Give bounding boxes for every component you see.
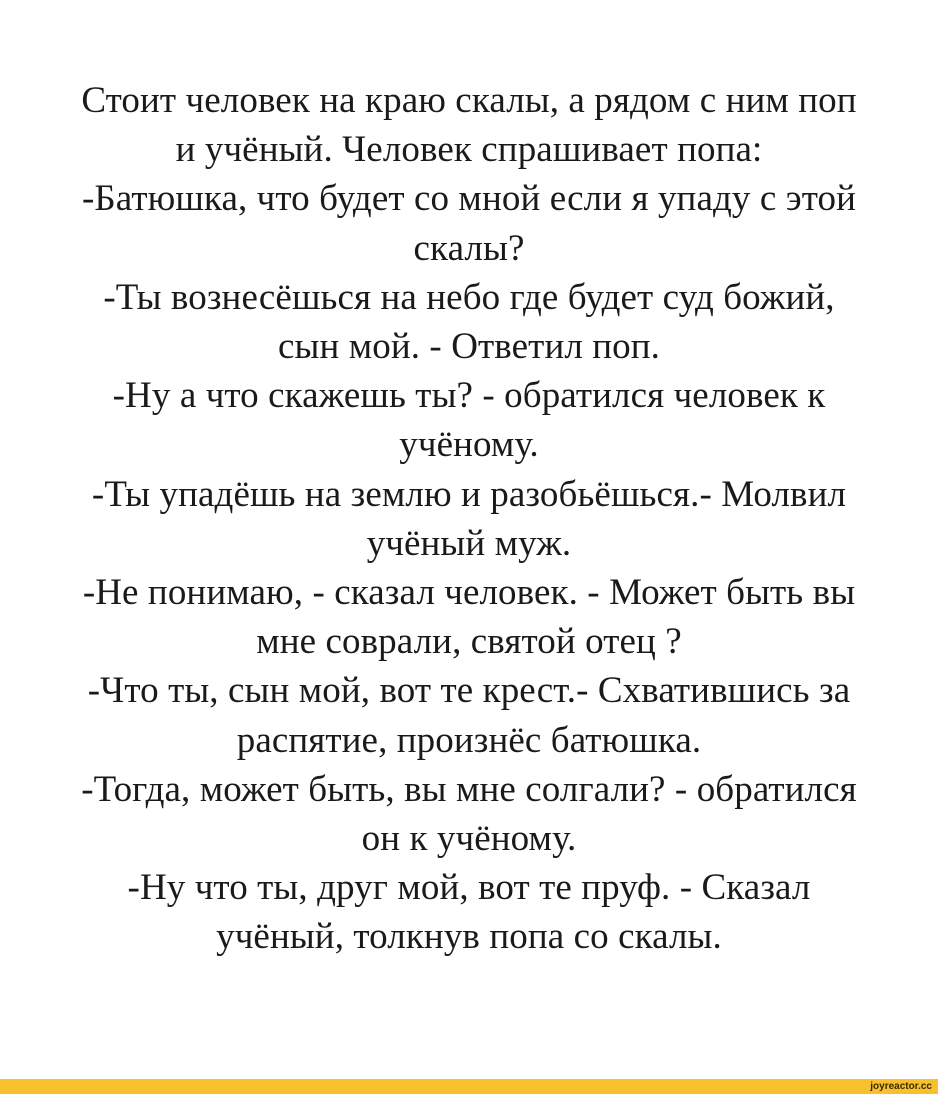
story-line: -Ты упадёшь на землю и разобьёшься.- Молвил xyxy=(91,473,847,515)
story-line: мне соврали, святой отец ? xyxy=(256,621,682,663)
story-line: -Ты вознесёшься на небо где будет суд божий, xyxy=(103,276,835,318)
footer-bar xyxy=(0,1079,938,1094)
story-line: и учёный. Человек спрашивает попа: xyxy=(175,129,763,171)
story-line: учёный, толкнув попа со скалы. xyxy=(216,916,722,958)
story-line: -Ну а что скажешь ты? - обратился человек к xyxy=(112,375,826,417)
story-line: сын мой. - Ответил поп. xyxy=(277,326,661,368)
story-line: -Что ты, сын мой, вот те крест.- Схватившись за xyxy=(87,670,851,712)
story-line: -Батюшка, что будет со мной если я упаду с этой xyxy=(82,178,856,220)
watermark-text: joyreactor.cc xyxy=(870,1081,932,1092)
story-line: -Не понимаю, - сказал человек. - Может быть вы xyxy=(82,572,856,614)
story-line: учёный муж. xyxy=(366,522,572,564)
story-line: он к учёному. xyxy=(361,818,577,860)
story-line: -Ну что ты, друг мой, вот те пруф. - Сказал xyxy=(127,867,811,909)
story-line: -Тогда, может быть, вы мне солгали? - обратился xyxy=(81,768,857,810)
story-line: учёному. xyxy=(399,424,539,466)
story-line: распятие, произнёс батюшка. xyxy=(236,719,702,761)
story-line: скалы? xyxy=(413,227,525,269)
story-text xyxy=(0,76,938,962)
story-line: Стоит человек на краю скалы, а рядом с ним поп xyxy=(81,80,857,121)
